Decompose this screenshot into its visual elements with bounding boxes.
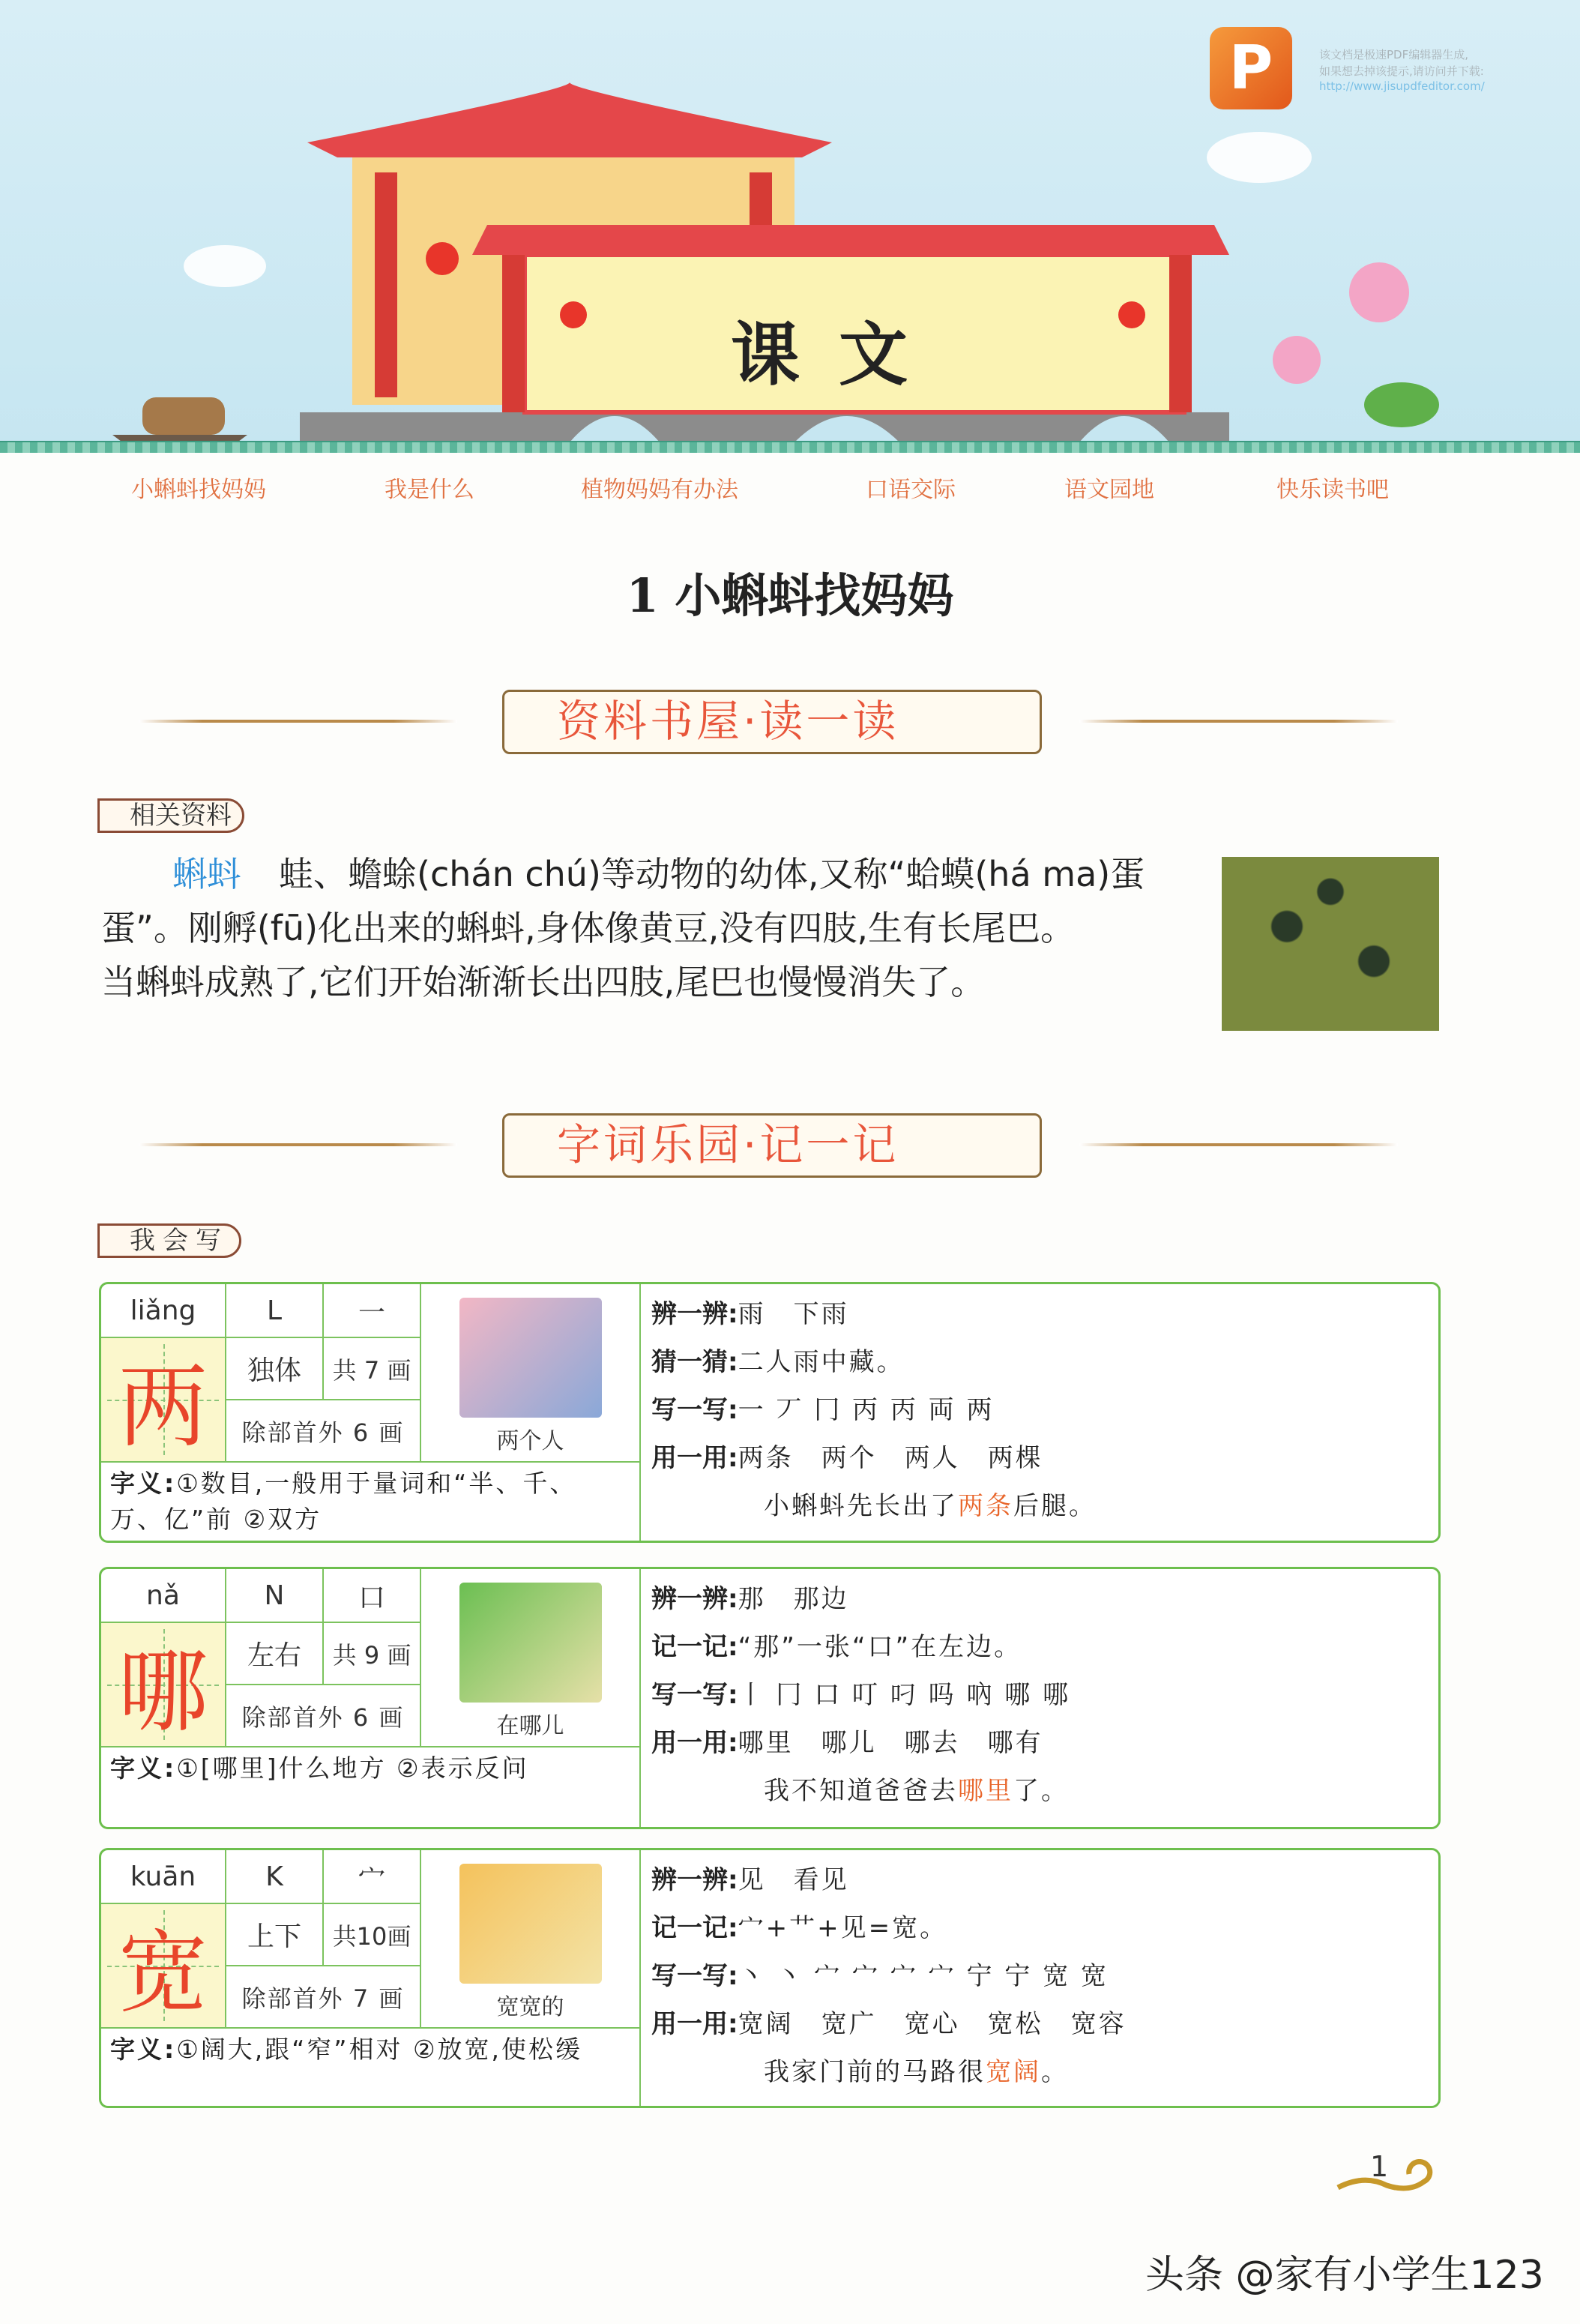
structure: 左右 <box>226 1623 324 1685</box>
character-card <box>99 1282 1441 1543</box>
meaning-text: ①[哪里]什么地方 ②表示反问 <box>176 1753 529 1783</box>
section-tag: 我会写 <box>97 1223 241 1258</box>
practice-label: 辨一辨: <box>651 1299 738 1329</box>
target-character <box>101 1623 226 1747</box>
illustration-cell <box>421 1569 641 1747</box>
practice-row <box>651 1719 1428 1767</box>
practice-label: 猜一猜: <box>651 1347 738 1377</box>
practice-label: 辨一辨: <box>651 1584 738 1614</box>
practice-label: 用一用: <box>651 1443 738 1473</box>
practice-row <box>651 1386 1428 1434</box>
lesson-title: 1 小蝌蚪找妈妈 <box>626 568 954 623</box>
practice-label: 写一写: <box>651 1961 738 1991</box>
watermark-line: 如果想去掉该提示,请访问并下载: <box>1319 64 1484 78</box>
practice-row <box>651 1856 1428 1904</box>
scroll-ornament-icon <box>1334 2159 1439 2197</box>
practice-row <box>651 1338 1428 1386</box>
practice-label: 记一记: <box>651 1632 738 1662</box>
watermark-line: 该文档是极速PDF编辑器生成, <box>1319 48 1468 61</box>
paragraph <box>101 847 1145 1009</box>
page-number: 1 <box>1370 2150 1389 2183</box>
practice-row <box>651 1575 1428 1623</box>
pinyin: liǎng <box>101 1284 226 1338</box>
text-line: 蛋”。刚孵(fū)化出来的蝌蚪,身体像黄豆,没有四肢,生有长尾巴。 <box>101 908 1075 948</box>
nav-item[interactable]: 语文园地 <box>1064 477 1154 503</box>
practice-text: 哪里 哪儿 哪去 哪有 <box>738 1728 1043 1758</box>
example-sentence <box>651 2048 1428 2096</box>
practice-row <box>651 1434 1428 1482</box>
target-character <box>101 1338 226 1463</box>
banner <box>0 0 1580 450</box>
sentence-highlight: 两条 <box>958 1491 1013 1521</box>
structure: 独体 <box>226 1338 324 1400</box>
sentence-highlight: 哪里 <box>958 1776 1013 1806</box>
pinyin: nǎ <box>101 1569 226 1623</box>
nav-item[interactable]: 我是什么 <box>385 477 474 503</box>
meaning-label: 字义: <box>110 2035 177 2064</box>
practice-text: 一 丆 冂 丙 丙 両 两 <box>738 1395 995 1425</box>
radical: 口 <box>324 1569 421 1623</box>
practice-text: 丨 冂 口 叮 叼 吗 吶 哪 哪 <box>738 1680 1071 1710</box>
divider <box>139 1143 457 1146</box>
illustration <box>459 1583 602 1703</box>
watermark-link[interactable]: http://www.jisupdfeditor.com/ <box>1319 79 1485 93</box>
practice-panel <box>641 1850 1438 2102</box>
meaning-label: 字义: <box>110 1469 177 1498</box>
illustration-cell <box>421 1284 641 1463</box>
nav-item[interactable]: 口语交际 <box>866 477 956 503</box>
practice-label: 用一用: <box>651 2009 738 2039</box>
sentence-text: 我不知道爸爸去 <box>764 1776 958 1806</box>
practice-text: 那 那边 <box>738 1584 849 1614</box>
practice-text: 宀+艹+见=宽。 <box>738 1913 948 1943</box>
pinyin: kuān <box>101 1850 226 1904</box>
text-line: 蛙、蟾蜍(chán chú)等动物的幼体,又称“蛤蟆(há ma)蛋 <box>279 854 1145 894</box>
character: 哪 <box>118 1640 208 1744</box>
sentence-text: 了。 <box>1013 1776 1069 1806</box>
illustration-caption: 在哪儿 <box>496 1713 564 1739</box>
text-line: 当蝌蚪成熟了,它们开始渐渐长出四肢,尾巴也慢慢消失了。 <box>101 962 986 1002</box>
index-letter: L <box>226 1284 324 1338</box>
practice-row <box>651 1904 1428 1952</box>
character-card <box>99 1567 1441 1829</box>
stroke-count: 共 9 画 <box>324 1623 421 1685</box>
watermark-bottom: 头条 @家有小学生123 <box>1145 2253 1544 2298</box>
practice-label: 写一写: <box>651 1680 738 1710</box>
practice-row <box>651 2000 1428 2048</box>
divider <box>139 720 457 723</box>
practice-text: 丶 丶 宀 宀 宀 宀 宁 宁 宽 宽 <box>738 1961 1109 1991</box>
illustration <box>459 1864 602 1984</box>
tadpole-photo <box>1222 857 1439 1031</box>
nav-item[interactable]: 植物妈妈有办法 <box>581 477 738 503</box>
practice-text: 见 看见 <box>738 1865 849 1895</box>
illustration-caption: 两个人 <box>496 1428 564 1454</box>
practice-label: 用一用: <box>651 1728 738 1758</box>
structure: 上下 <box>226 1904 324 1966</box>
stroke-count: 共 7 画 <box>324 1338 421 1400</box>
radical: 宀 <box>324 1850 421 1904</box>
illustration-caption: 宽宽的 <box>496 1994 564 2020</box>
meaning-label: 字义: <box>110 1753 177 1783</box>
section-header: 资料书屋·读一读 <box>502 690 1042 754</box>
strokes-excluding-radical: 除部首外 7 画 <box>226 1966 421 2029</box>
section-tag: 相关资料 <box>97 798 244 833</box>
practice-label: 记一记: <box>651 1913 738 1943</box>
strokes-excluding-radical: 除部首外 6 画 <box>226 1400 421 1463</box>
practice-label: 写一写: <box>651 1395 738 1425</box>
practice-text: 雨 下雨 <box>738 1299 849 1329</box>
radical: 一 <box>324 1284 421 1338</box>
meaning <box>101 1747 639 1789</box>
index-letter: K <box>226 1850 324 1904</box>
divider <box>1079 720 1398 723</box>
example-sentence <box>651 1767 1428 1815</box>
practice-panel <box>641 1284 1438 1536</box>
illustration <box>459 1298 602 1418</box>
practice-text: 二人雨中藏。 <box>738 1347 905 1377</box>
example-sentence <box>651 1482 1428 1530</box>
banner-title: 课 文 <box>731 314 916 395</box>
character: 两 <box>118 1355 208 1460</box>
strokes-excluding-radical: 除部首外 6 画 <box>226 1685 421 1747</box>
practice-panel <box>641 1569 1438 1821</box>
wave-divider <box>0 441 1580 453</box>
meaning-text: ①阔大,跟“窄”相对 ②放宽,使松缓 <box>176 2035 583 2064</box>
stroke-count: 共10画 <box>324 1904 421 1966</box>
sentence-text: 后腿。 <box>1013 1491 1097 1521</box>
practice-row <box>651 1290 1428 1338</box>
divider <box>1079 1143 1398 1146</box>
character: 宽 <box>118 1921 208 2026</box>
practice-row <box>651 1623 1428 1671</box>
practice-row <box>651 1952 1428 2000</box>
sentence-text: 小蝌蚪先长出了 <box>764 1491 958 1521</box>
nav-item[interactable]: 小蝌蚪找妈妈 <box>131 477 266 503</box>
practice-row <box>651 1671 1428 1719</box>
sentence-highlight: 宽阔 <box>986 2057 1041 2087</box>
sentence-text: 我家门前的马路很 <box>764 2057 986 2087</box>
section-header: 字词乐园·记一记 <box>502 1113 1042 1178</box>
nav-item[interactable]: 快乐读书吧 <box>1276 477 1389 503</box>
character-card <box>99 1848 1441 2108</box>
practice-text: 宽阔 宽广 宽心 宽松 宽容 <box>738 2009 1127 2039</box>
practice-label: 辨一辨: <box>651 1865 738 1895</box>
meaning <box>101 1463 639 1541</box>
pdf-editor-logo-icon: P <box>1210 27 1292 109</box>
practice-text: “那”一张“口”在左边。 <box>738 1632 1022 1662</box>
meaning <box>101 2029 639 2071</box>
meaning-text: ①数目,一般用于量词和“半、千、万、亿”前 ②双方 <box>110 1469 577 1534</box>
target-character <box>101 1904 226 2029</box>
index-letter: N <box>226 1569 324 1623</box>
illustration-cell <box>421 1850 641 2029</box>
practice-text: 两条 两个 两人 两棵 <box>738 1443 1043 1473</box>
pdf-watermark <box>1319 46 1485 93</box>
sentence-text: 。 <box>1041 2057 1069 2087</box>
keyword: 蝌蚪 <box>172 854 241 894</box>
